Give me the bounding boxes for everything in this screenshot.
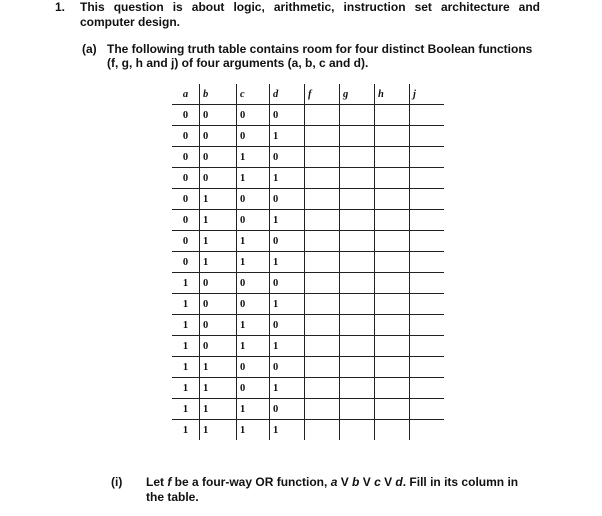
cell-f[interactable] bbox=[305, 357, 340, 378]
cell-c: 1 bbox=[237, 399, 270, 420]
cell-f[interactable] bbox=[305, 315, 340, 336]
cell-d: 0 bbox=[270, 189, 305, 210]
table-row bbox=[172, 378, 444, 399]
cell-b: 1 bbox=[200, 399, 237, 420]
cell-b: 1 bbox=[200, 189, 237, 210]
cell-g[interactable] bbox=[340, 294, 375, 315]
cell-h[interactable] bbox=[375, 147, 410, 168]
cell-b: 1 bbox=[200, 252, 237, 273]
cell-a: 0 bbox=[172, 147, 200, 168]
cell-h[interactable] bbox=[375, 105, 410, 126]
table-row bbox=[172, 336, 444, 357]
table-row bbox=[172, 294, 444, 315]
cell-d: 1 bbox=[270, 168, 305, 189]
cell-a: 0 bbox=[172, 105, 200, 126]
cell-c: 0 bbox=[237, 273, 270, 294]
cell-a: 0 bbox=[172, 252, 200, 273]
cell-c: 1 bbox=[237, 336, 270, 357]
cell-f[interactable] bbox=[305, 147, 340, 168]
question-text: This question is about logic, arithmetic, instruction set architecture and computer design. bbox=[80, 0, 540, 29]
header-h: h bbox=[375, 84, 410, 105]
cell-a: 0 bbox=[172, 210, 200, 231]
cell-a: 0 bbox=[172, 126, 200, 147]
cell-a: 0 bbox=[172, 189, 200, 210]
cell-j[interactable] bbox=[410, 168, 445, 189]
cell-g[interactable] bbox=[340, 231, 375, 252]
cell-h[interactable] bbox=[375, 378, 410, 399]
table-row bbox=[172, 252, 444, 273]
table-row bbox=[172, 147, 444, 168]
cell-g[interactable] bbox=[340, 105, 375, 126]
cell-c: 1 bbox=[237, 315, 270, 336]
cell-f[interactable] bbox=[305, 399, 340, 420]
cell-g[interactable] bbox=[340, 315, 375, 336]
cell-d: 0 bbox=[270, 147, 305, 168]
table-row bbox=[172, 168, 444, 189]
cell-b: 1 bbox=[200, 210, 237, 231]
table-row bbox=[172, 420, 444, 441]
table-row bbox=[172, 357, 444, 378]
table-row bbox=[172, 231, 444, 252]
table-row bbox=[172, 315, 444, 336]
cell-f[interactable] bbox=[305, 294, 340, 315]
cell-a: 1 bbox=[172, 315, 200, 336]
cell-h[interactable] bbox=[375, 231, 410, 252]
cell-d: 0 bbox=[270, 399, 305, 420]
cell-g[interactable] bbox=[340, 147, 375, 168]
cell-c: 0 bbox=[237, 294, 270, 315]
cell-c: 0 bbox=[237, 126, 270, 147]
header-a: a bbox=[172, 84, 200, 105]
cell-j[interactable] bbox=[410, 189, 445, 210]
cell-b: 0 bbox=[200, 105, 237, 126]
cell-d: 1 bbox=[270, 294, 305, 315]
cell-g[interactable] bbox=[340, 252, 375, 273]
cell-j[interactable] bbox=[410, 147, 445, 168]
cell-a: 1 bbox=[172, 294, 200, 315]
cell-b: 1 bbox=[200, 420, 237, 441]
table-row bbox=[172, 210, 444, 231]
cell-j[interactable] bbox=[410, 105, 445, 126]
cell-h[interactable] bbox=[375, 420, 410, 441]
cell-c: 1 bbox=[237, 252, 270, 273]
cell-d: 1 bbox=[270, 378, 305, 399]
cell-f[interactable] bbox=[305, 126, 340, 147]
cell-b: 1 bbox=[200, 231, 237, 252]
cell-h[interactable] bbox=[375, 273, 410, 294]
cell-b: 0 bbox=[200, 336, 237, 357]
cell-c: 0 bbox=[237, 189, 270, 210]
table-row bbox=[172, 273, 444, 294]
cell-g[interactable] bbox=[340, 273, 375, 294]
cell-f[interactable] bbox=[305, 189, 340, 210]
cell-a: 1 bbox=[172, 336, 200, 357]
cell-g[interactable] bbox=[340, 336, 375, 357]
cell-b: 0 bbox=[200, 168, 237, 189]
cell-h[interactable] bbox=[375, 168, 410, 189]
truth-table bbox=[172, 84, 444, 440]
cell-j[interactable] bbox=[410, 273, 445, 294]
header-j: j bbox=[410, 84, 445, 105]
cell-g[interactable] bbox=[340, 420, 375, 441]
cell-b: 1 bbox=[200, 357, 237, 378]
cell-h[interactable] bbox=[375, 399, 410, 420]
cell-f[interactable] bbox=[305, 105, 340, 126]
cell-f[interactable] bbox=[305, 231, 340, 252]
cell-a: 0 bbox=[172, 231, 200, 252]
part-a-line-1: The following truth table contains room for four distinct Boolean functions bbox=[107, 42, 533, 56]
truth-table-header-row bbox=[172, 84, 444, 105]
cell-d: 1 bbox=[270, 126, 305, 147]
cell-j[interactable] bbox=[410, 231, 445, 252]
cell-g[interactable] bbox=[340, 357, 375, 378]
cell-h[interactable] bbox=[375, 336, 410, 357]
cell-f[interactable] bbox=[305, 273, 340, 294]
cell-h[interactable] bbox=[375, 126, 410, 147]
cell-f[interactable] bbox=[305, 168, 340, 189]
cell-b: 0 bbox=[200, 147, 237, 168]
cell-b: 0 bbox=[200, 126, 237, 147]
cell-j[interactable] bbox=[410, 336, 445, 357]
cell-d: 0 bbox=[270, 315, 305, 336]
cell-a: 0 bbox=[172, 168, 200, 189]
cell-a: 1 bbox=[172, 273, 200, 294]
header-c: c bbox=[237, 84, 270, 105]
cell-h[interactable] bbox=[375, 315, 410, 336]
cell-g[interactable] bbox=[340, 126, 375, 147]
cell-c: 1 bbox=[237, 420, 270, 441]
cell-c: 0 bbox=[237, 357, 270, 378]
cell-j[interactable] bbox=[410, 126, 445, 147]
cell-c: 0 bbox=[237, 378, 270, 399]
cell-g[interactable] bbox=[340, 378, 375, 399]
cell-d: 1 bbox=[270, 210, 305, 231]
cell-h[interactable] bbox=[375, 252, 410, 273]
table-row bbox=[172, 189, 444, 210]
header-b: b bbox=[200, 84, 237, 105]
cell-h[interactable] bbox=[375, 189, 410, 210]
cell-g[interactable] bbox=[340, 210, 375, 231]
cell-j[interactable] bbox=[410, 252, 445, 273]
cell-f[interactable] bbox=[305, 336, 340, 357]
cell-j[interactable] bbox=[410, 420, 445, 441]
part-a-line-2: (f, g, h and j) of four arguments (a, b, c and d). bbox=[107, 56, 369, 70]
cell-b: 0 bbox=[200, 273, 237, 294]
table-row bbox=[172, 105, 444, 126]
part-a-label: (a) bbox=[82, 42, 97, 56]
cell-f[interactable] bbox=[305, 378, 340, 399]
table-row bbox=[172, 399, 444, 420]
cell-j[interactable] bbox=[410, 315, 445, 336]
cell-h[interactable] bbox=[375, 210, 410, 231]
cell-b: 1 bbox=[200, 378, 237, 399]
cell-d: 1 bbox=[270, 420, 305, 441]
cell-j[interactable] bbox=[410, 378, 445, 399]
part-i-text: Let f be a four-way OR function, a V b V c V d. Fill in its column in the table. bbox=[146, 475, 519, 504]
cell-j[interactable] bbox=[410, 210, 445, 231]
cell-a: 1 bbox=[172, 378, 200, 399]
question-number: 1. bbox=[55, 0, 66, 14]
cell-c: 1 bbox=[237, 231, 270, 252]
cell-j[interactable] bbox=[410, 294, 445, 315]
cell-j[interactable] bbox=[410, 357, 445, 378]
cell-d: 0 bbox=[270, 357, 305, 378]
cell-c: 0 bbox=[237, 105, 270, 126]
table-row bbox=[172, 126, 444, 147]
cell-h[interactable] bbox=[375, 357, 410, 378]
cell-f[interactable] bbox=[305, 420, 340, 441]
cell-a: 1 bbox=[172, 399, 200, 420]
cell-j[interactable] bbox=[410, 399, 445, 420]
cell-b: 0 bbox=[200, 315, 237, 336]
cell-d: 1 bbox=[270, 252, 305, 273]
cell-f[interactable] bbox=[305, 210, 340, 231]
cell-c: 1 bbox=[237, 168, 270, 189]
cell-a: 1 bbox=[172, 420, 200, 441]
cell-a: 1 bbox=[172, 357, 200, 378]
cell-b: 0 bbox=[200, 294, 237, 315]
cell-d: 1 bbox=[270, 336, 305, 357]
header-d: d bbox=[270, 84, 305, 105]
cell-g[interactable] bbox=[340, 399, 375, 420]
header-g: g bbox=[340, 84, 375, 105]
header-f: f bbox=[305, 84, 340, 105]
cell-d: 0 bbox=[270, 273, 305, 294]
part-a-text bbox=[107, 42, 543, 70]
cell-f[interactable] bbox=[305, 252, 340, 273]
cell-c: 0 bbox=[237, 210, 270, 231]
cell-c: 1 bbox=[237, 147, 270, 168]
cell-d: 0 bbox=[270, 231, 305, 252]
cell-d: 0 bbox=[270, 105, 305, 126]
cell-g[interactable] bbox=[340, 168, 375, 189]
part-i-label: (i) bbox=[111, 475, 123, 489]
cell-g[interactable] bbox=[340, 189, 375, 210]
cell-h[interactable] bbox=[375, 294, 410, 315]
